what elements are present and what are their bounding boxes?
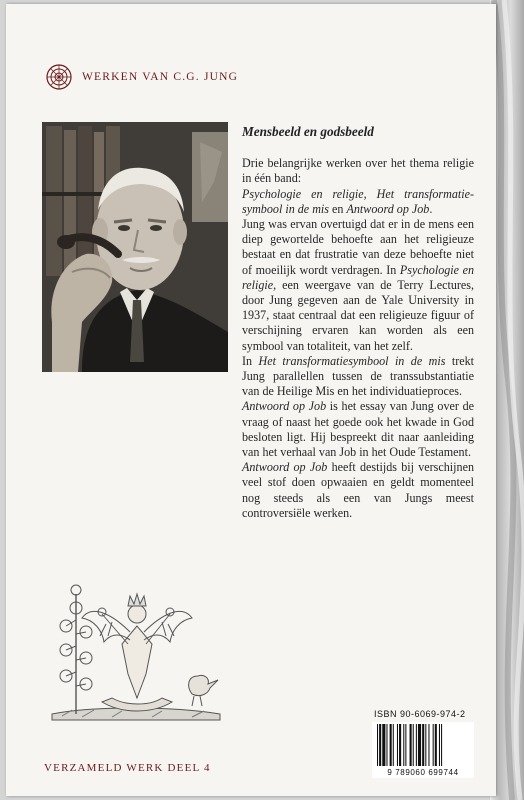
series-header [46, 64, 238, 90]
paragraph-job-reception [242, 460, 474, 521]
intro-title-job: Antwoord op Job [346, 201, 430, 216]
description-text [242, 124, 474, 521]
paragraph-transformatie [242, 354, 474, 400]
paragraph-job [242, 399, 474, 460]
paragraph-psychologie [242, 217, 474, 354]
psych-text-a: Jung was ervan overtuigd dat er in de mens een diep gewortelde behoefte aan het religieuze bestaat en dat frustratie van deze behoefte niet of moeilijk wordt verdragen. In [242, 217, 474, 277]
portrait-photo [42, 122, 228, 372]
back-cover [6, 4, 496, 796]
transf-text-a: In [242, 353, 259, 368]
intro-period: . [429, 201, 433, 216]
book-subtitle: Mensbeeld en godsbeeld [242, 124, 374, 139]
intro-and: en [329, 201, 347, 216]
barcode-digits: 9 789060 699744 [387, 768, 459, 777]
transf-title: Het transformatiesymbool in de mis [258, 353, 446, 368]
job-text: is het essay van Jung over de vraag of naast het goede ook het kwade in God besloten ligt. Hij bespreekt dit naar aanleiding van het verhaal van Job in het Oude Testament. [242, 399, 474, 460]
psych-title: Psychologie en religie [242, 262, 474, 292]
series-title: WERKEN VAN C.G. JUNG [82, 71, 239, 83]
job-title: Antwoord op Job [242, 399, 327, 414]
psych-text-b: , een weergave van de Terry Lectures, door Jung gegeven aan de Yale University in 1937, staat centraal dat een religieuze figuur of verschijning ervaren kan worden als een symbool van totaliteit, van het zelf. [242, 277, 474, 353]
transf-text-b: trekt Jung parallellen tussen de transsubstantiatie van de Heilige Mis en het individuatieproces. [242, 353, 475, 399]
intro-text: Drie belangrijke werken over het thema religie in één band: [242, 156, 474, 186]
alchemical-engraving [42, 574, 228, 724]
intro-titles: Psychologie en religie, Het transformatiesymbool in de mis [242, 186, 474, 216]
barcode [372, 722, 474, 778]
job-reception-text: heeft destijds bij verschijnen veel stof doen opwaaien en geldt momenteel nog steeds als een van Jungs meest controversiële werken. [242, 460, 474, 520]
isbn-number: ISBN 90-6069-974-2 [374, 709, 466, 719]
barcode-bars [376, 724, 470, 766]
paragraph-intro [242, 156, 474, 217]
job-title-2: Antwoord op Job [242, 460, 328, 475]
volume-label: VERZAMELD WERK DEEL 4 [44, 762, 211, 774]
mandala-emblem-icon [46, 64, 72, 90]
